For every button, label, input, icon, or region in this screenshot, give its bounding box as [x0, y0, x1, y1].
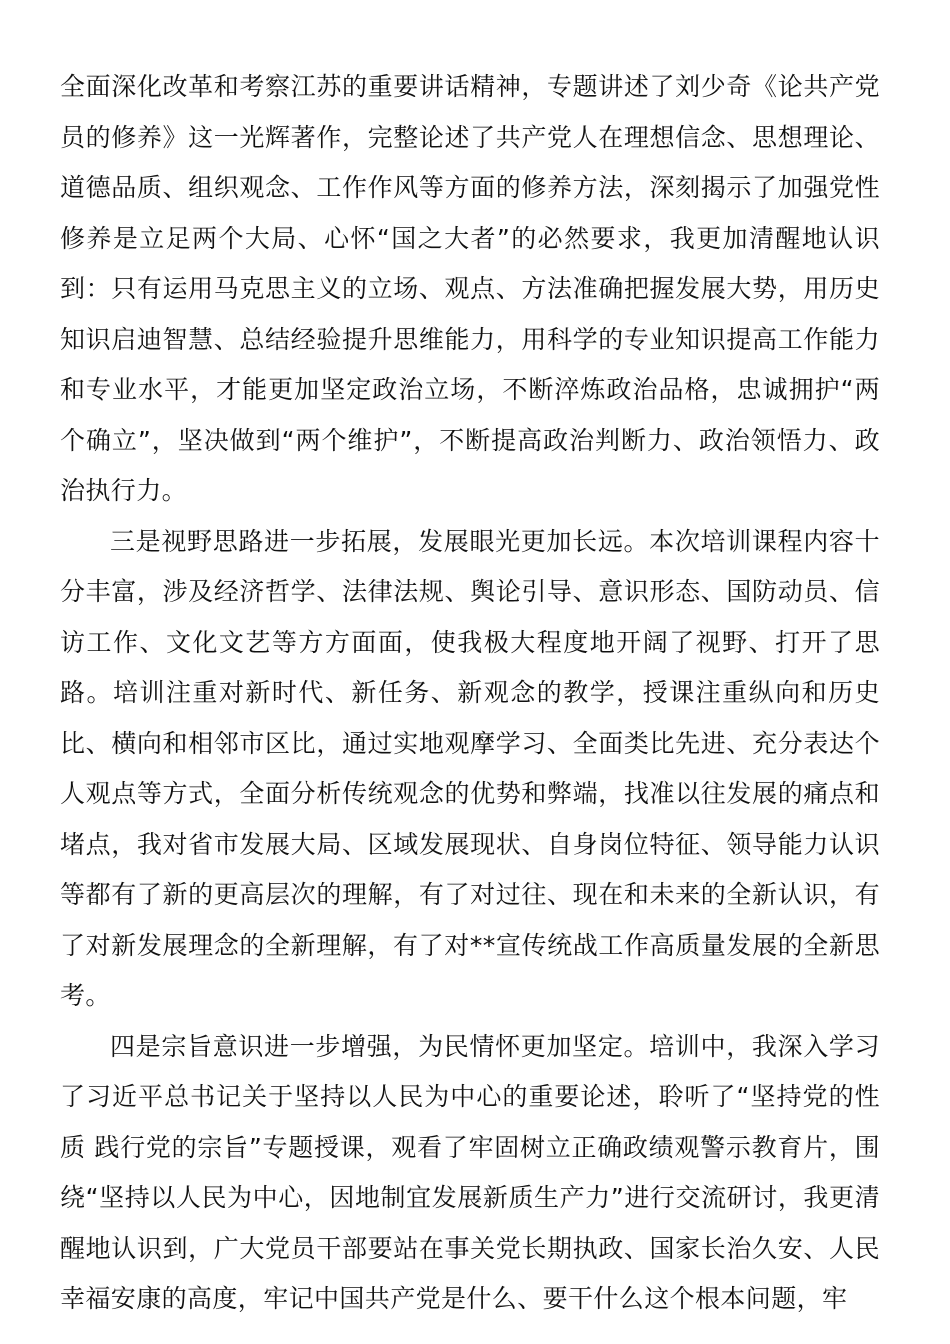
paragraph-point-three-vision: 三是视野思路进一步拓展，发展眼光更加长远。本次培训课程内容十分丰富，涉及经济哲学、法律法规、舆论引导、意识形态、国防动员、信访工作、文化文艺等方方面面，使我极大程度地开阔了视野、打开了思路。培训注重对新时代、新任务、新观念的教学，授课注重纵向和历史比、横向和相邻市区比，通过实地观摩学习、全面类比先进、充分表达个人观点等方式，全面分析传统观念的优势和弊端，找准以往发展的痛点和堵点，我对省市发展大局、区域发展现状、自身岗位特征、领导能力认识等都有了新的更高层次的理解，有了对过往、现在和未来的全新认识，有了对新发展理念的全新理解，有了对**宣传统战工作高质量发展的全新思考。 — [60, 526, 880, 1010]
paragraph-continued-party-cultivation: 全面深化改革和考察江苏的重要讲话精神，专题讲述了刘少奇《论共产党员的修养》这一光辉著作，完整论述了共产党人在理想信念、思想理论、道德品质、组织观念、工作作风等方面的修养方法，深刻揭示了加强党性修养是立足两个大局、心怀“国之大者”的必然要求，我更加清醒地认识到：只有运用马克思主义的立场、观点、方法准确把握发展大势，用历史知识启迪智慧、总结经验提升思维能力，用科学的专业知识提高工作能力和专业水平，才能更加坚定政治立场，不断淬炼政治品格，忠诚拥护“两个确立”，坚决做到“两个维护”，不断提高政治判断力、政治领悟力、政治执行力。 — [60, 72, 880, 505]
paragraph-point-four-purpose: 四是宗旨意识进一步增强，为民情怀更加坚定。培训中，我深入学习了习近平总书记关于坚持以人民为中心的重要论述，聆听了“坚持党的性质 践行党的宗旨”专题授课，观看了牢固树立正确政绩观警示教育片，围绕“坚持以人民为中心，因地制宜发展新质生产力”进行交流研讨，我更清醒地认识到，广大党员干部要站在事关党长期执政、国家长治久安、人民幸福安康的高度，牢记中国共产党是什么、要干什么这个根本问题，牢 — [60, 1031, 880, 1313]
document-page — [60, 62, 880, 1325]
